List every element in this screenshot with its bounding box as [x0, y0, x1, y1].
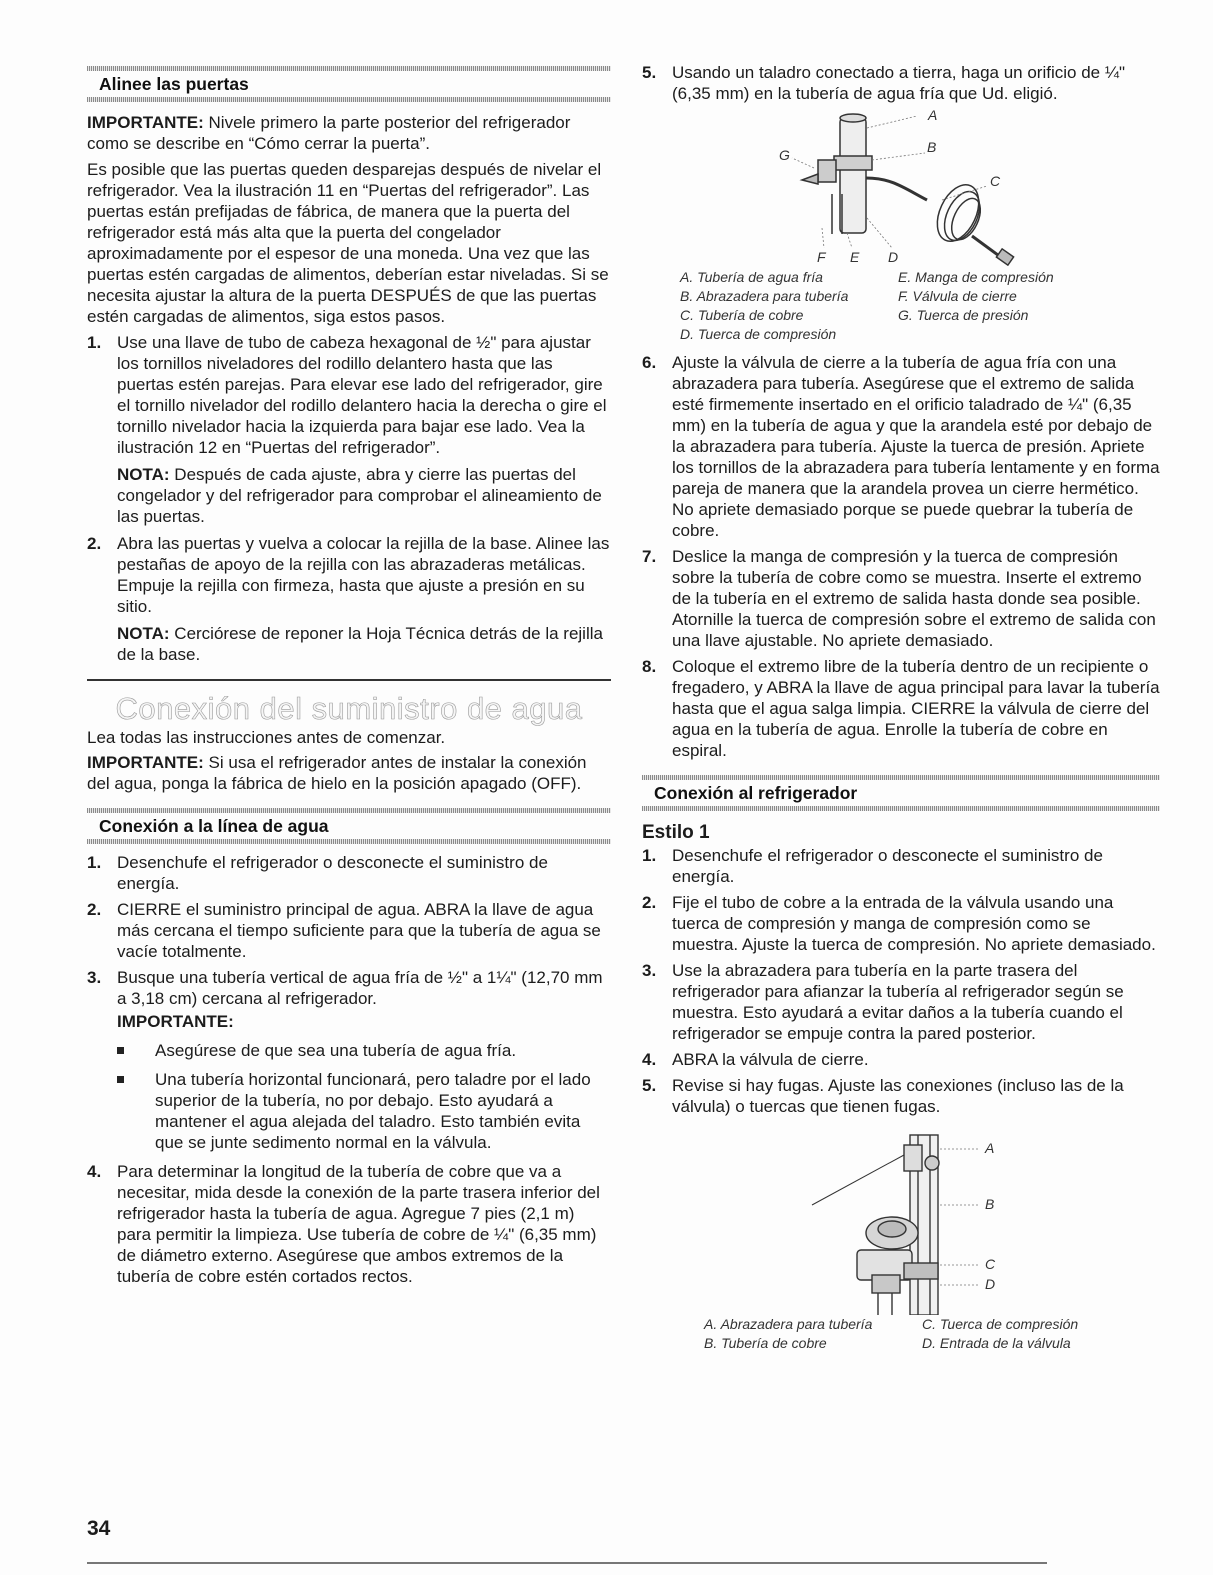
- list-item: 3. Busque una tubería vertical de agua fría de ½" a 1¼" (12,70 mm a 3,18 cm) cercana al refrigerador. IMPORTANTE: Asegúrese de que sea una tubería de agua fría. Una tubería horizontal funcionará, pero taladre por el lado superior de la tubería, no por debajo. Esto ayudará a mantener el agua alejada del taladro. Esto también evita que se junte sedimento normal en la válvula.: [87, 967, 611, 1153]
- figure-label-b: B: [985, 1196, 995, 1212]
- figure-label-f: F: [817, 249, 826, 265]
- fridge-steps-list: [642, 845, 1160, 1117]
- figure-label-d: D: [985, 1276, 996, 1292]
- captions-right: [922, 1315, 1160, 1353]
- caption-item: F. Válvula de cierre: [898, 288, 1017, 304]
- caption-item: G. Tuerca de presión: [898, 307, 1029, 323]
- water-line-steps: [87, 852, 611, 1287]
- figure-label-b: B: [927, 139, 937, 155]
- list-item: 2. Abra las puertas y vuelva a colocar la rejilla de la base. Alinee las pestañas de apoyo de la rejilla con las abrazaderas metálicas. Empuje la rejilla con firmeza, hasta que ajuste a presión en su sitio. NOTA: Cerciórese de reponer la Hoja Técnica detrás de la rejilla de la base.: [87, 534, 610, 664]
- list-item: 4. ABRA la válvula de cierre.: [642, 1050, 869, 1069]
- bullet-square-icon: [117, 1076, 124, 1083]
- list-item: 2. CIERRE el suministro principal de agua. ABRA la llave de agua más cercana el tiempo suficiente para que la tubería de agua se vacíe totalmente.: [87, 900, 601, 961]
- figure-valve-installation: [642, 108, 1160, 266]
- list-item: 6. Ajuste la válvula de cierre a la tubería de agua fría con una abrazadera para tubería. Asegúrese que el extremo de salida esté firmemente insertado en el orificio taladrado de ¼" (6,35 mm) en la tubería de agua y que la arandela esté por debajo de la abrazadera para tubería. Ajuste la tuerca de presión. Apriete los tornillos de la abrazadera para tubería lentamente y en forma pareja de manera que la arandela provea un cierre hermético. No apriete demasiado porque se puede quebrar la tubería de cobre.: [642, 353, 1160, 540]
- figure-captions: [704, 1315, 1160, 1353]
- figure-fridge-valve: [642, 1125, 1160, 1315]
- figure-label-d: D: [888, 249, 899, 265]
- step-5-list: [642, 62, 1160, 104]
- section-rule: [87, 679, 611, 681]
- section-divider: [642, 806, 1160, 811]
- figure-label-a: A: [928, 107, 938, 123]
- important-paragraph: IMPORTANTE: Si usa el refrigerador antes de instalar la conexión del agua, ponga la fábrica de hielo en la posición apagado (OFF).: [87, 753, 587, 793]
- list-item: 1. Use una llave de tubo de cabeza hexagonal de ½" para ajustar los tornillos niveladores del rodillo delantero hasta que las puertas estén parejas. Para elevar ese lado del refrigerador, gire el tornillo nivelador del rodillo delantero hacia la derecha o gire el tornillo nivelador hacia la izquierda para bajar ese lado. Vea la ilustración 12 en “Puertas del refrigerador”. NOTA: Después de cada ajuste, abra y cierre las puertas del congelador y del refrigerador para comprobar el alineamiento de las puertas.: [87, 332, 611, 527]
- section-heading-fridge-connection: Conexión al refrigerador: [654, 783, 858, 803]
- list-item: 8. Coloque el extremo libre de la tubería dentro de un recipiente o fregadero, y ABRA la llave de agua principal para lavar la tubería hasta que el agua salga limpia. CIERRE la válvula de cierre del agua en la tubería de agua. Enrolle la tubería de cobre en espiral.: [642, 657, 1160, 760]
- figure-captions: [680, 268, 1160, 344]
- section-title-water-supply: Conexión del suministro de agua: [115, 691, 583, 726]
- valve-installation-illustration: [642, 108, 1160, 266]
- read-instructions: Lea todas las instrucciones antes de comenzar.: [87, 728, 446, 747]
- bullet-square-icon: [117, 1047, 124, 1054]
- caption-item: D. Entrada de la válvula: [922, 1335, 1071, 1351]
- left-column: [87, 0, 611, 1287]
- captions-left: [704, 1315, 922, 1353]
- footer-rule: [87, 1562, 1047, 1564]
- steps-6-8-list: [642, 352, 1160, 761]
- note: NOTA: Después de cada ajuste, abra y cierre las puertas del congelador y del refrigerador para comprobar el alineamiento de las puertas.: [117, 465, 602, 526]
- captions-left: [680, 268, 898, 344]
- page-number: 34: [87, 1517, 111, 1540]
- right-column: [642, 0, 1160, 1353]
- caption-item: B. Tubería de cobre: [704, 1335, 827, 1351]
- body-paragraph: Es posible que las puertas queden desparejas después de nivelar el refrigerador. Vea la ilustración 11 en “Puertas del refrigerador”. Las puertas están prefijadas de fábrica, de manera que la puerta del refrigerador está más alta que la puerta del congelador aproximadamente por el espesor de una moneda. Una vez que las puertas estén cargadas de alimentos, deberían estar niveladas. Si se necesita ajustar la altura de la puerta DESPUÉS de que las puertas estén cargadas de alimentos, siga estos pasos.: [87, 160, 609, 326]
- list-item: 7. Deslice la manga de compresión y la tuerca de compresión sobre la tubería de cobre como se muestra. Inserte el extremo de la tubería en el extremo de salida hasta donde sea posible. Atornille la tuerca de compresión sobre el extremo de salida con una llave ajustable. No apriete demasiado.: [642, 547, 1156, 650]
- list-item: 2. Fije el tubo de cobre a la entrada de la válvula usando una tuerca de compresión y manga de compresión como se muestra. Ajuste la tuerca de compresión. No apriete demasiado.: [642, 893, 1156, 954]
- caption-item: C. Tuerca de compresión: [922, 1316, 1079, 1332]
- list-item: 4. Para determinar la longitud de la tubería de cobre que va a necesitar, mida desde la conexión de la parte trasera inferior del refrigerador hasta la tubería de agua. Agregue 7 pies (2,1 m) para permitir la limpieza. Use tubería de cobre de ¼" (6,35 mm) de diámetro externo. Asegúrese que ambos extremos de la tubería de cobre estén cortados rectos.: [87, 1162, 600, 1286]
- section-divider: [87, 97, 611, 102]
- align-steps-list: [87, 332, 611, 665]
- caption-item: A. Tubería de agua fría: [680, 269, 823, 285]
- section-divider: [87, 839, 611, 844]
- figure-label-c: C: [990, 173, 1001, 189]
- section-heading-align-doors: Alinee las puertas: [99, 74, 249, 94]
- bullet-item: Una tubería horizontal funcionará, pero taladre por el lado superior de la tubería, no por debajo. Esto ayudará a mantener el agua alejada del taladro. Esto también evita que se junte sedimento normal en la válvula.: [117, 1069, 611, 1153]
- captions-right: [898, 268, 1160, 344]
- list-item: 5. Revise si hay fugas. Ajuste las conexiones (incluso las de la válvula) o tuercas que tienen fugas.: [642, 1076, 1124, 1116]
- list-item: 5. Usando un taladro conectado a tierra, haga un orificio de ¼" (6,35 mm) en la tubería de agua fría que Ud. eligió.: [642, 63, 1126, 103]
- caption-item: C. Tubería de cobre: [680, 307, 804, 323]
- fridge-valve-illustration: [642, 1125, 1160, 1315]
- figure-label-g: G: [779, 147, 790, 163]
- caption-item: D. Tuerca de compresión: [680, 326, 837, 342]
- figure-label-e: E: [850, 249, 860, 265]
- figure-label-c: C: [985, 1256, 996, 1272]
- bullet-item: Asegúrese de que sea una tubería de agua fría.: [117, 1040, 611, 1061]
- note: NOTA: Cerciórese de reponer la Hoja Técnica detrás de la rejilla de la base.: [117, 624, 603, 664]
- caption-item: B. Abrazadera para tubería: [680, 288, 849, 304]
- section-heading-water-line: Conexión a la línea de agua: [99, 816, 329, 836]
- important-bullets: [117, 1040, 611, 1153]
- caption-item: A. Abrazadera para tubería: [704, 1316, 873, 1332]
- figure-label-a: A: [985, 1140, 995, 1156]
- list-item: 1. Desenchufe el refrigerador o desconecte el suministro de energía.: [642, 846, 1103, 886]
- caption-item: E. Manga de compresión: [898, 269, 1054, 285]
- important-paragraph: IMPORTANTE: Nivele primero la parte posterior del refrigerador como se describe en “Cómo cerrar la puerta”.: [87, 113, 571, 153]
- style-heading: Estilo 1: [642, 822, 710, 843]
- list-item: 3. Use la abrazadera para tubería en la parte trasera del refrigerador para afianzar la tubería al refrigerador según se muestra. Esto ayudará a evitar daños a la tubería cuando el refrigerador se empuje contra la pared posterior.: [642, 961, 1124, 1043]
- list-item: 1. Desenchufe el refrigerador o desconecte el suministro de energía.: [87, 853, 548, 893]
- important-label: IMPORTANTE:: [117, 1012, 234, 1031]
